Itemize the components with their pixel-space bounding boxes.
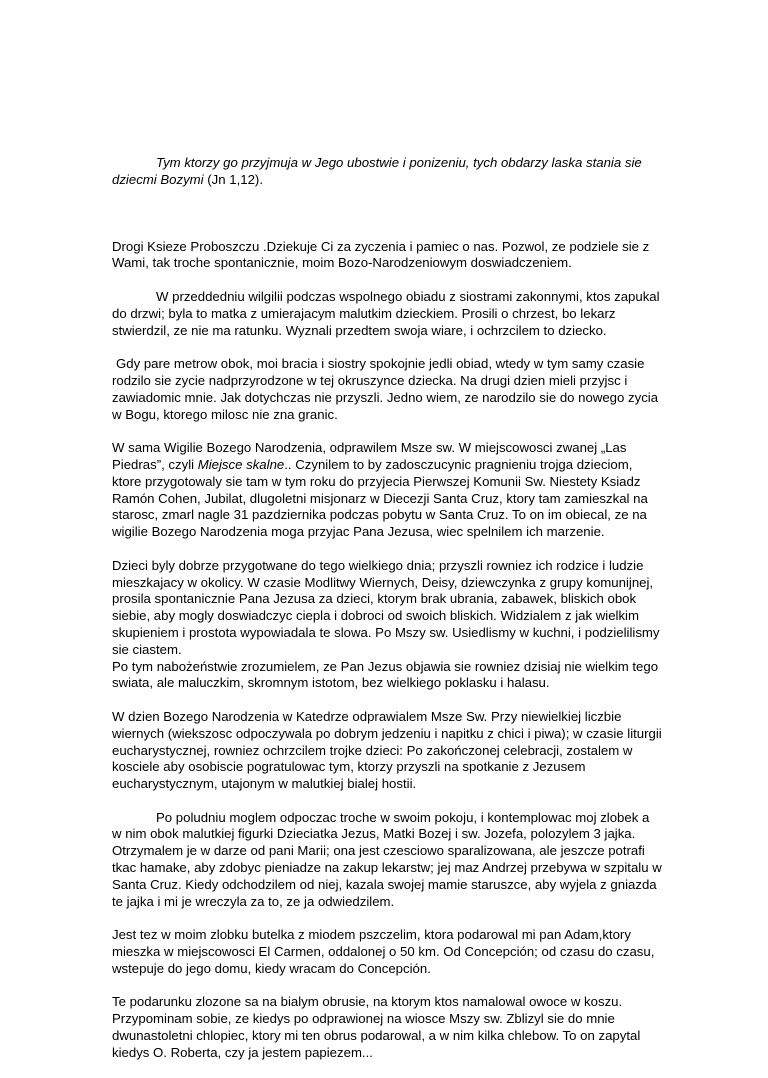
paragraph-nativity-scene: Po poludniu moglem odpoczac troche w swoim pokoju, i kontemplowac moj zlobek a w nim obok malutkiej figurki Dzieciatka Jezus, Matki Bozej i sw. Jozefa, polozylem 3 jajka. Otrzymalem je w darze od pani Marii; ona jest czesciowo sparalizowana, ale jeszcze potrafi tkac hamake, aby zdobyc pieniadze na zakup lekarstw; jej maz Andrzej przebywa w szpitalu w Santa Cruz. Kiedy odchodzilem od niej, kazala swojej mamie staruszce, aby wyjela z gniazda te jajka i mi je wreczyla za to, ze ja odwiedzilem.	[112, 809, 662, 909]
paragraph-christmas-day: W dzien Bozego Narodzenia w Katedrze odprawialem Msze Sw. Przy niewielkiej liczbie wiernych (wiekszosc odpoczywala po dobrym jedzeniu i napitku z chici i piwa); w czasie liturgii eucharystycznej, rowniez ochrzcilem trojke dzieci: Po zakończonej celebracji, zostalem w kosciele aby osobiscie pogratulowac tym, ktorzy przyszli na spotkanie z Jezusem eucharystycznym, utajonym w malutkiej bialej hostii.	[112, 708, 662, 792]
paragraph-greeting: Drogi Ksieze Proboszczu .Dziekuje Ci za zyczenia i pamiec o nas. Pozwol, ze podziele sie z Wami, tak troche spontanicznie, moim Bozo-Narodzeniowym doswiadczeniem.	[112, 238, 650, 271]
motto-reference: (Jn 1,12).	[203, 171, 263, 187]
paragraph-christmas-eve-end: .. Czynilem to by zadosczucynic pragnieniu trojga dzieciom, ktore przygotowaly sie tam w tym roku do przyjecia Pierwszej Komunii Sw. Niestety Ksiadz Ramón Cohen, Jubilat, dlugoletni misjonarz w Diecezji Santa Cruz, ktory tam zamieszkal na starosc, zmarl nagle 31 pazdziernika podczas pobytu w Santa Cruz. To on im obiecal, ze na wigilie Bozego Narodzenia moga przyjac Pana Jezusa, wiec spelnilem ich marzenie.	[112, 456, 648, 540]
paragraph-tablecloth-gift: Te podarunku zlozone sa na bialym obrusie, na ktorym ktos namalowal owoce w koszu. Przypominam sobie, ze kiedys po odprawionej na wiosce Mszy sw. Zblizyl sie do mnie dwunastoletni chlopiec, ktory mi ten obrus podarowal, a w nim kilka chlebow. To on zapytal kiedys O. Roberta, czy ja jestem papiezem...	[112, 994, 641, 1060]
motto-quote	[112, 155, 662, 189]
motto-italic-text: Tym ktorzy go przyjmuja w Jego ubostwie i ponizeniu, tych obdarzy laska stania sie dziecmi Bozymi	[112, 155, 642, 187]
paragraph-children-prayer: Dzieci byly dobrze przygotwane do tego wielkiego dnia; przyszli rowniez ich rodzice i ludzie mieszkajacy w okolicy. W czasie Modlitwy Wiernych, Deisy, dziewczynka z grupy komunijnej, prosila spontanicznie Pana Jezusa za dzieci, ktorym brak ubrania, zabawek, bliskich obok siebie, aby mogly doswiadczyc ciepla i dobroci od swoich bliskich. Widzialem z jak wielkim skupieniem i prostota wypowiadala te slowa. Po Mszy sw. Usiedlismy w kuchni, i podzielilismy sie ciastem.	[112, 557, 660, 657]
paragraph-honey-gift: Jest tez w moim zlobku butelka z miodem pszczelim, ktora podarowal mi pan Adam,ktory mieszka w miejscowosci El Carmen, oddalonej o 50 km. Od Concepción; od czasu do czasu, wstepuje do jego domu, kiedy wracam do Concepción.	[112, 927, 655, 976]
paragraph-reflection: Po tym nabożeństwie zrozumielem, ze Pan Jezus objawia sie rowniez dzisiaj nie wielkim tego swiata, ale maluczkim, skromnym istotom, bez wielkiego poklasku i halasu.	[112, 658, 659, 691]
letter-page	[112, 155, 662, 1078]
paragraph-christmas-eve	[112, 440, 662, 541]
paragraph-christmas-eve-start: W sama Wigilie Bozego Narodzenia, odprawilem Msze sw. W miejscowosci zwanej „Las Piedras”, czyli	[112, 440, 627, 472]
paragraph-baptism: W przeddedniu wilgilii podczas wspolnego obiadu z siostrami zakonnymi, ktos zapukal do drzwi; byla to matka z umierajacym malutkim dzieckiem. Prosili o chrzest, bo lekarz stwierdzil, ze nie ma ratunku. Wyznali przedtem swoja wiare, i ochrzcilem to dziecko.	[112, 288, 660, 338]
paragraph-christmas-eve-italic: Miejsce skalne	[197, 456, 285, 472]
paragraph-new-life: Gdy pare metrow obok, moi bracia i siostry spokojnie jedli obiad, wtedy w tym samy czasie rodzilo sie zycie nadprzyrodzone w tej okruszynce dziecka. Na drugi dzien mieli przyjsc i zawiadomic mnie. Jak dotychczas nie przyszli. Jedno wiem, ze narodzilo sie do nowego zycia w Bogu, ktorego milosc nie zna granic.	[112, 356, 659, 422]
